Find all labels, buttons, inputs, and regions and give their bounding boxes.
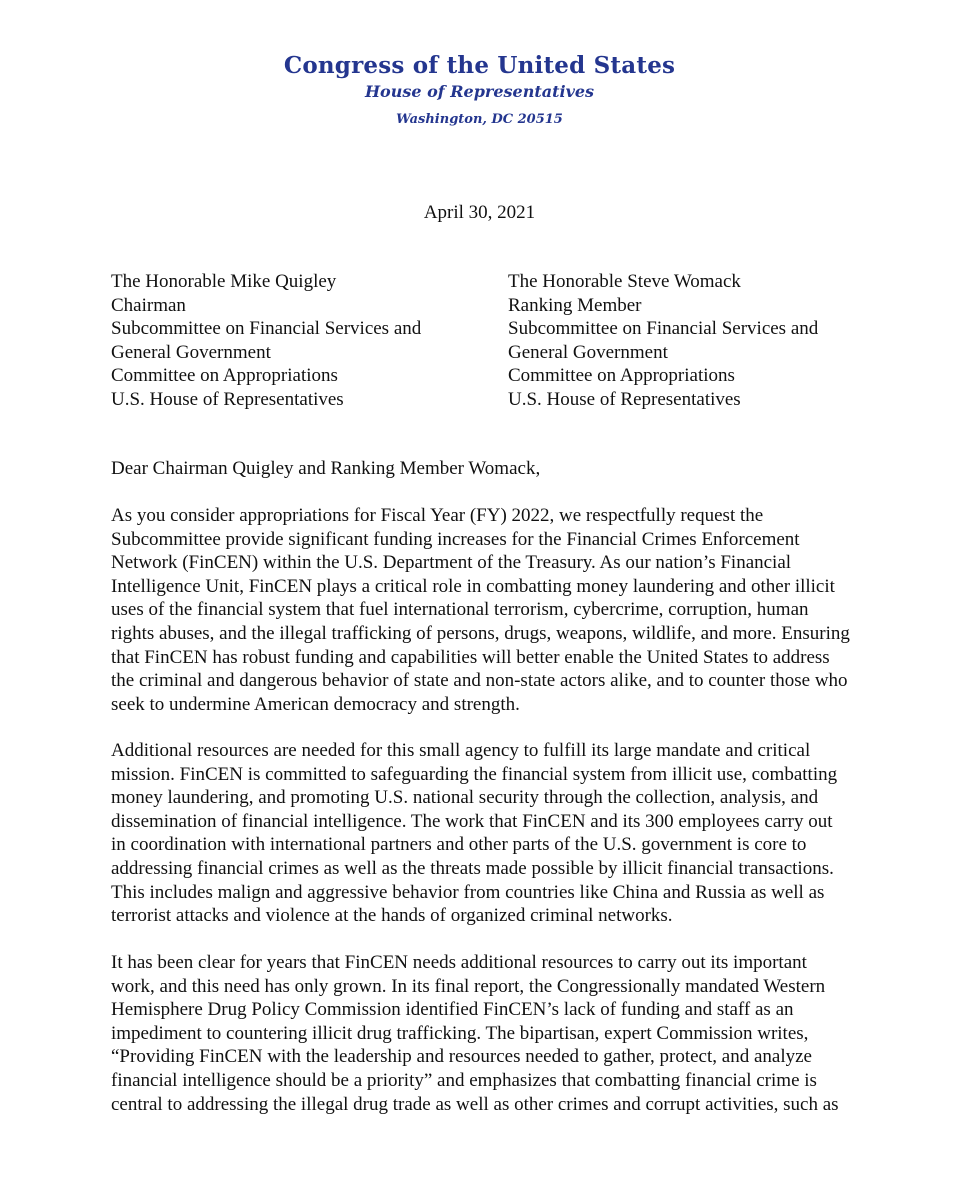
paragraph-line: central to addressing the illegal drug trade as well as other crimes and corrupt activities, such as	[111, 1093, 839, 1115]
paragraph-line: It has been clear for years that FinCEN needs additional resources to carry out its important	[111, 952, 807, 973]
paragraph-3	[111, 951, 851, 1116]
address-line: Ranking Member	[508, 294, 642, 316]
paragraph-line: This includes malign and aggressive behavior from countries like China and Russia as well as	[111, 881, 825, 903]
paragraph-line: addressing financial crimes as well as the threats made possible by illicit financial transactions.	[111, 857, 834, 879]
address-line: General Government	[508, 341, 668, 363]
address-line: Committee on Appropriations	[508, 365, 735, 387]
address-line: Subcommittee on Financial Services and	[111, 318, 422, 340]
paragraph-line: impediment to countering illicit drug trafficking. The bipartisan, expert Commission writes,	[111, 1022, 809, 1044]
letterhead-congress: Congress of the United States	[283, 52, 676, 79]
address-line: The Honorable Mike Quigley	[111, 271, 337, 292]
paragraph-line: mission. FinCEN is committed to safeguarding the financial system from illicit use, combatting	[111, 763, 838, 785]
address-line: General Government	[111, 341, 271, 363]
letterhead-address: Washington, DC 20515	[396, 112, 563, 127]
paragraph-line: dissemination of financial intelligence. The work that FinCEN and its 300 employees carry out	[111, 810, 833, 832]
letter-date: April 30, 2021	[423, 202, 536, 223]
paragraph-2	[111, 739, 851, 928]
letterhead-house: House of Representatives	[364, 82, 595, 101]
recipient-address-right	[508, 270, 818, 412]
address-line: The Honorable Steve Womack	[508, 271, 741, 292]
address-line: U.S. House of Representatives	[508, 388, 741, 410]
paragraph-line: in coordination with international partners and other parts of the U.S. government is core to	[111, 834, 807, 856]
paragraph-line: Hemisphere Drug Policy Commission identified FinCEN’s lack of funding and staff as an	[111, 999, 794, 1021]
paragraph-line: rights abuses, and the illegal trafficking of persons, drugs, weapons, wildlife, and more. Ensuring	[111, 622, 850, 644]
paragraph-line: “Providing FinCEN with the leadership and resources needed to gather, protect, and analyze	[111, 1046, 812, 1068]
salutation: Dear Chairman Quigley and Ranking Member Womack,	[111, 458, 541, 479]
paragraph-line: money laundering, and promoting U.S. national security through the collection, analysis, and	[111, 787, 819, 809]
paragraph-1	[111, 504, 851, 716]
paragraph-line: terrorist attacks and violence at the hands of organized criminal networks.	[111, 905, 673, 927]
paragraph-line: seek to undermine American democracy and strength.	[111, 693, 520, 715]
paragraph-line: work, and this need has only grown. In its final report, the Congressionally mandated Western	[111, 975, 826, 997]
address-line: Chairman	[111, 294, 186, 316]
paragraph-line: As you consider appropriations for Fiscal Year (FY) 2022, we respectfully request the	[111, 505, 764, 526]
paragraph-line: Intelligence Unit, FinCEN plays a critical role in combatting money laundering and other illicit	[111, 575, 835, 597]
paragraph-line: Subcommittee provide significant funding increases for the Financial Crimes Enforcement	[111, 528, 800, 550]
paragraph-line: the criminal and dangerous behavior of state and non-state actors alike, and to counter those who	[111, 670, 848, 692]
recipient-address-left	[111, 270, 421, 412]
address-line: U.S. House of Representatives	[111, 388, 344, 410]
paragraph-line: that FinCEN has robust funding and capabilities will better enable the United States to address	[111, 646, 830, 668]
address-line: Committee on Appropriations	[111, 365, 338, 387]
paragraph-line: Network (FinCEN) within the U.S. Department of the Treasury. As our nation’s Financial	[111, 552, 792, 574]
paragraph-line: Additional resources are needed for this small agency to fulfill its large mandate and critical	[111, 740, 811, 761]
paragraph-line: uses of the financial system that fuel international terrorism, cybercrime, corruption, human	[111, 599, 809, 621]
address-line: Subcommittee on Financial Services and	[508, 318, 819, 340]
paragraph-line: financial intelligence should be a priority” and emphasizes that combatting financial crime is	[111, 1069, 817, 1091]
